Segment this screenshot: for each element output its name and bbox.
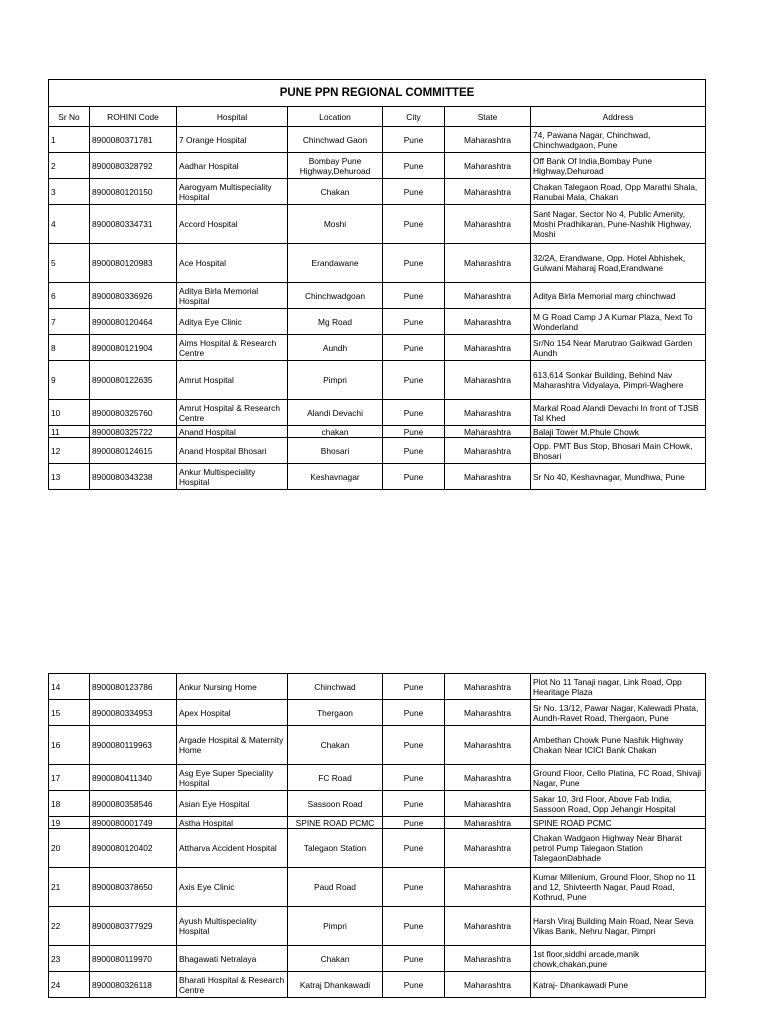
cell-sr-no: 17: [49, 765, 90, 791]
cell-city: Pune: [383, 309, 445, 335]
table-title: PUNE PPN REGIONAL COMMITTEE: [49, 80, 706, 107]
title-row: [49, 80, 706, 107]
cell-location: Erandawane: [288, 244, 383, 283]
cell-state: Maharashtra: [445, 153, 531, 179]
table-row: [49, 438, 706, 464]
cell-state: Maharashtra: [445, 791, 531, 817]
cell-location: Aundh: [288, 335, 383, 361]
cell-rohini-code: 8900080334731: [90, 205, 177, 244]
cell-location: Pimpri: [288, 907, 383, 946]
cell-state: Maharashtra: [445, 283, 531, 309]
cell-city: Pune: [383, 868, 445, 907]
cell-rohini-code: 8900080123786: [90, 674, 177, 700]
cell-rohini-code: 8900080378650: [90, 868, 177, 907]
cell-sr-no: 14: [49, 674, 90, 700]
cell-address: 613,614 Sonkar Building, Behind Nav Maharashtra Vidyalaya, Pimpri-Waghere: [531, 361, 706, 400]
cell-city: Pune: [383, 179, 445, 205]
cell-rohini-code: 8900080377929: [90, 907, 177, 946]
cell-address: Ground Floor, Cello Platina, FC Road, Shivaji Nagar, Pune: [531, 765, 706, 791]
cell-location: Paud Road: [288, 868, 383, 907]
cell-city: Pune: [383, 205, 445, 244]
cell-location: Thergaon: [288, 700, 383, 726]
cell-location: SPINE ROAD PCMC: [288, 817, 383, 829]
cell-address: 32/2A, Erandwane, Opp. Hotel Abhishek, Gulwani Maharaj Road,Erandwane: [531, 244, 706, 283]
table-row: [49, 817, 706, 829]
cell-hospital: Aadhar Hospital: [177, 153, 288, 179]
cell-hospital: Anand Hospital Bhosari: [177, 438, 288, 464]
table-row: [49, 335, 706, 361]
cell-sr-no: 1: [49, 127, 90, 153]
cell-city: Pune: [383, 700, 445, 726]
cell-address: Sr/No 154 Near Marutrao Gaikwad Garden Aundh: [531, 335, 706, 361]
cell-hospital: Apex Hospital: [177, 700, 288, 726]
cell-location: Moshi: [288, 205, 383, 244]
table-row: [49, 244, 706, 283]
cell-state: Maharashtra: [445, 726, 531, 765]
cell-rohini-code: 8900080343238: [90, 464, 177, 490]
cell-city: Pune: [383, 361, 445, 400]
header-rohini-code: ROHINI Code: [90, 107, 177, 127]
table-row: [49, 400, 706, 426]
cell-state: Maharashtra: [445, 244, 531, 283]
cell-state: Maharashtra: [445, 205, 531, 244]
table-row: [49, 361, 706, 400]
header-sr-no: Sr No: [49, 107, 90, 127]
cell-hospital: Anand Hospital: [177, 426, 288, 438]
cell-hospital: Aditya Birla Memorial Hospital: [177, 283, 288, 309]
cell-sr-no: 9: [49, 361, 90, 400]
table-row: [49, 726, 706, 765]
cell-state: Maharashtra: [445, 426, 531, 438]
cell-location: Chinchwad: [288, 674, 383, 700]
cell-city: Pune: [383, 438, 445, 464]
cell-city: Pune: [383, 400, 445, 426]
cell-state: Maharashtra: [445, 817, 531, 829]
cell-state: Maharashtra: [445, 868, 531, 907]
cell-sr-no: 18: [49, 791, 90, 817]
cell-city: Pune: [383, 726, 445, 765]
cell-sr-no: 2: [49, 153, 90, 179]
cell-address: Sr No. 13/12, Pawar Nagar, Kalewadi Phata, Aundh-Ravet Road, Thergaon, Pune: [531, 700, 706, 726]
table-row: [49, 765, 706, 791]
cell-address: Chakan Wadgaon Highway Near Bharat petrol Pump Talegaon Station TalegaonDabhade: [531, 829, 706, 868]
table-row: [49, 179, 706, 205]
cell-state: Maharashtra: [445, 972, 531, 998]
cell-location: chakan: [288, 426, 383, 438]
cell-state: Maharashtra: [445, 674, 531, 700]
cell-state: Maharashtra: [445, 179, 531, 205]
cell-address: Off Bank Of India,Bombay Pune Highway,Dehuroad: [531, 153, 706, 179]
cell-address: Sakar 10, 3rd Floor, Above Fab India, Sassoon Road, Opp Jehangir Hospital: [531, 791, 706, 817]
cell-hospital: 7 Orange Hospital: [177, 127, 288, 153]
cell-city: Pune: [383, 283, 445, 309]
cell-address: Markal Road Alandi Devachi In front of TJSB Tal Khed: [531, 400, 706, 426]
cell-sr-no: 3: [49, 179, 90, 205]
table-row: [49, 829, 706, 868]
cell-city: Pune: [383, 817, 445, 829]
cell-rohini-code: 8900080334953: [90, 700, 177, 726]
cell-address: Kumar Millenium, Ground Floor, Shop no 11 and 12, Shivteerth Nagar, Paud Road, Kothrud, Pune: [531, 868, 706, 907]
cell-hospital: Aarogyam Multispeciality Hospital: [177, 179, 288, 205]
cell-location: Keshavnagar: [288, 464, 383, 490]
table-row: [49, 309, 706, 335]
cell-address: Plot No 11 Tanaji nagar, Link Road, Opp Hearitage Plaza: [531, 674, 706, 700]
cell-hospital: Ayush Multispeciality Hospital: [177, 907, 288, 946]
cell-hospital: Aditya Eye Clinic: [177, 309, 288, 335]
cell-state: Maharashtra: [445, 438, 531, 464]
cell-sr-no: 19: [49, 817, 90, 829]
cell-rohini-code: 8900080325722: [90, 426, 177, 438]
cell-hospital: Axis Eye Clinic: [177, 868, 288, 907]
cell-sr-no: 4: [49, 205, 90, 244]
cell-hospital: Asian Eye Hospital: [177, 791, 288, 817]
cell-hospital: Ace Hospital: [177, 244, 288, 283]
cell-state: Maharashtra: [445, 700, 531, 726]
cell-rohini-code: 8900080371781: [90, 127, 177, 153]
cell-sr-no: 15: [49, 700, 90, 726]
cell-hospital: Asg Eye Super Speciality Hospital: [177, 765, 288, 791]
cell-rohini-code: 8900080120464: [90, 309, 177, 335]
cell-hospital: Argade Hospital & Maternity Home: [177, 726, 288, 765]
cell-address: Aditya Birla Memorial marg chinchwad: [531, 283, 706, 309]
table-row: [49, 153, 706, 179]
cell-address: Opp. PMT Bus Stop, Bhosari Main CHowk, Bhosari: [531, 438, 706, 464]
cell-address: SPINE ROAD PCMC: [531, 817, 706, 829]
cell-rohini-code: 8900080328792: [90, 153, 177, 179]
cell-address: Sant Nagar, Sector No 4, Public Amenity, Moshi Pradhikaran, Pune-Nashik Highway, Moshi: [531, 205, 706, 244]
cell-city: Pune: [383, 153, 445, 179]
cell-state: Maharashtra: [445, 335, 531, 361]
cell-rohini-code: 8900080325760: [90, 400, 177, 426]
cell-location: Pimpri: [288, 361, 383, 400]
cell-city: Pune: [383, 674, 445, 700]
cell-hospital: Ankur Multispeciality Hospital: [177, 464, 288, 490]
cell-city: Pune: [383, 464, 445, 490]
cell-city: Pune: [383, 946, 445, 972]
cell-location: Mg Road: [288, 309, 383, 335]
cell-hospital: Accord Hospital: [177, 205, 288, 244]
cell-location: Chinchwadgoan: [288, 283, 383, 309]
cell-location: FC Road: [288, 765, 383, 791]
cell-address: 74, Pawana Nagar, Chinchwad, Chinchwadgaon, Pune: [531, 127, 706, 153]
cell-city: Pune: [383, 765, 445, 791]
table-row: [49, 868, 706, 907]
cell-rohini-code: 8900080121904: [90, 335, 177, 361]
cell-city: Pune: [383, 972, 445, 998]
table-row: [49, 464, 706, 490]
cell-location: Katraj Dhankawadi: [288, 972, 383, 998]
cell-rohini-code: 8900080120150: [90, 179, 177, 205]
cell-hospital: Aims Hospital & Research Centre: [177, 335, 288, 361]
header-address: Address: [531, 107, 706, 127]
hospital-table-page-1: [48, 79, 706, 490]
cell-location: Chakan: [288, 946, 383, 972]
cell-state: Maharashtra: [445, 765, 531, 791]
table-row: [49, 791, 706, 817]
cell-sr-no: 11: [49, 426, 90, 438]
cell-city: Pune: [383, 127, 445, 153]
cell-city: Pune: [383, 791, 445, 817]
cell-city: Pune: [383, 829, 445, 868]
cell-state: Maharashtra: [445, 907, 531, 946]
cell-rohini-code: 8900080120983: [90, 244, 177, 283]
header-row: [49, 107, 706, 127]
hospital-table-page-2: [48, 673, 706, 998]
cell-address: Chakan Talegaon Road, Opp Marathi Shala, Ranubai Mala, Chakan: [531, 179, 706, 205]
cell-sr-no: 10: [49, 400, 90, 426]
table-row: [49, 946, 706, 972]
cell-hospital: Attharva Accident Hospital: [177, 829, 288, 868]
header-hospital: Hospital: [177, 107, 288, 127]
table-row: [49, 674, 706, 700]
cell-sr-no: 7: [49, 309, 90, 335]
cell-hospital: Bhagawati Netralaya: [177, 946, 288, 972]
cell-rohini-code: 8900080119970: [90, 946, 177, 972]
cell-location: Chakan: [288, 726, 383, 765]
cell-address: Balaji Tower M.Phule Chowk: [531, 426, 706, 438]
header-location: Location: [288, 107, 383, 127]
cell-rohini-code: 8900080119963: [90, 726, 177, 765]
table-row: [49, 907, 706, 946]
cell-city: Pune: [383, 335, 445, 361]
cell-hospital: Ankur Nursing Home: [177, 674, 288, 700]
cell-rohini-code: 8900080411340: [90, 765, 177, 791]
cell-sr-no: 5: [49, 244, 90, 283]
cell-location: Chinchwad Gaon: [288, 127, 383, 153]
cell-sr-no: 24: [49, 972, 90, 998]
cell-sr-no: 23: [49, 946, 90, 972]
cell-sr-no: 6: [49, 283, 90, 309]
cell-location: Talegaon Station: [288, 829, 383, 868]
cell-sr-no: 20: [49, 829, 90, 868]
cell-location: Sassoon Road: [288, 791, 383, 817]
cell-state: Maharashtra: [445, 127, 531, 153]
cell-sr-no: 12: [49, 438, 90, 464]
cell-sr-no: 8: [49, 335, 90, 361]
cell-hospital: Bharati Hospital & Research Centre: [177, 972, 288, 998]
cell-hospital: Amrut Hospital & Research Centre: [177, 400, 288, 426]
cell-rohini-code: 8900080336926: [90, 283, 177, 309]
cell-city: Pune: [383, 244, 445, 283]
cell-state: Maharashtra: [445, 361, 531, 400]
cell-rohini-code: 8900080001749: [90, 817, 177, 829]
table-row: [49, 972, 706, 998]
cell-rohini-code: 8900080124615: [90, 438, 177, 464]
table-row: [49, 283, 706, 309]
cell-location: Alandi Devachi: [288, 400, 383, 426]
cell-rohini-code: 8900080120402: [90, 829, 177, 868]
cell-rohini-code: 8900080122635: [90, 361, 177, 400]
cell-address: 1st floor,siddhi arcade,manik chowk,chakan,pune: [531, 946, 706, 972]
header-state: State: [445, 107, 531, 127]
cell-city: Pune: [383, 426, 445, 438]
cell-hospital: Amrut Hospital: [177, 361, 288, 400]
cell-state: Maharashtra: [445, 946, 531, 972]
cell-state: Maharashtra: [445, 464, 531, 490]
cell-location: Bombay Pune Highway,Dehuroad: [288, 153, 383, 179]
cell-address: Katraj- Dhankawadi Pune: [531, 972, 706, 998]
cell-address: Ambethan Chowk Pune Nashik Highway Chakan Near ICICI Bank Chakan: [531, 726, 706, 765]
cell-location: Chakan: [288, 179, 383, 205]
cell-state: Maharashtra: [445, 309, 531, 335]
cell-sr-no: 22: [49, 907, 90, 946]
cell-hospital: Astha Hospital: [177, 817, 288, 829]
cell-city: Pune: [383, 907, 445, 946]
cell-rohini-code: 8900080326118: [90, 972, 177, 998]
cell-state: Maharashtra: [445, 400, 531, 426]
cell-address: Harsh Viraj Building Main Road, Near Seva Vikas Bank, Nehru Nagar, Pimpri: [531, 907, 706, 946]
table-row: [49, 205, 706, 244]
table-row: [49, 127, 706, 153]
cell-address: M G Road Camp J A Kumar Plaza, Next To Wonderland: [531, 309, 706, 335]
cell-address: Sr No 40, Keshavnagar, Mundhwa, Pune: [531, 464, 706, 490]
table-row: [49, 700, 706, 726]
cell-state: Maharashtra: [445, 829, 531, 868]
cell-sr-no: 13: [49, 464, 90, 490]
cell-location: Bhosari: [288, 438, 383, 464]
cell-sr-no: 21: [49, 868, 90, 907]
cell-rohini-code: 8900080358546: [90, 791, 177, 817]
table-row: [49, 426, 706, 438]
cell-sr-no: 16: [49, 726, 90, 765]
header-city: City: [383, 107, 445, 127]
